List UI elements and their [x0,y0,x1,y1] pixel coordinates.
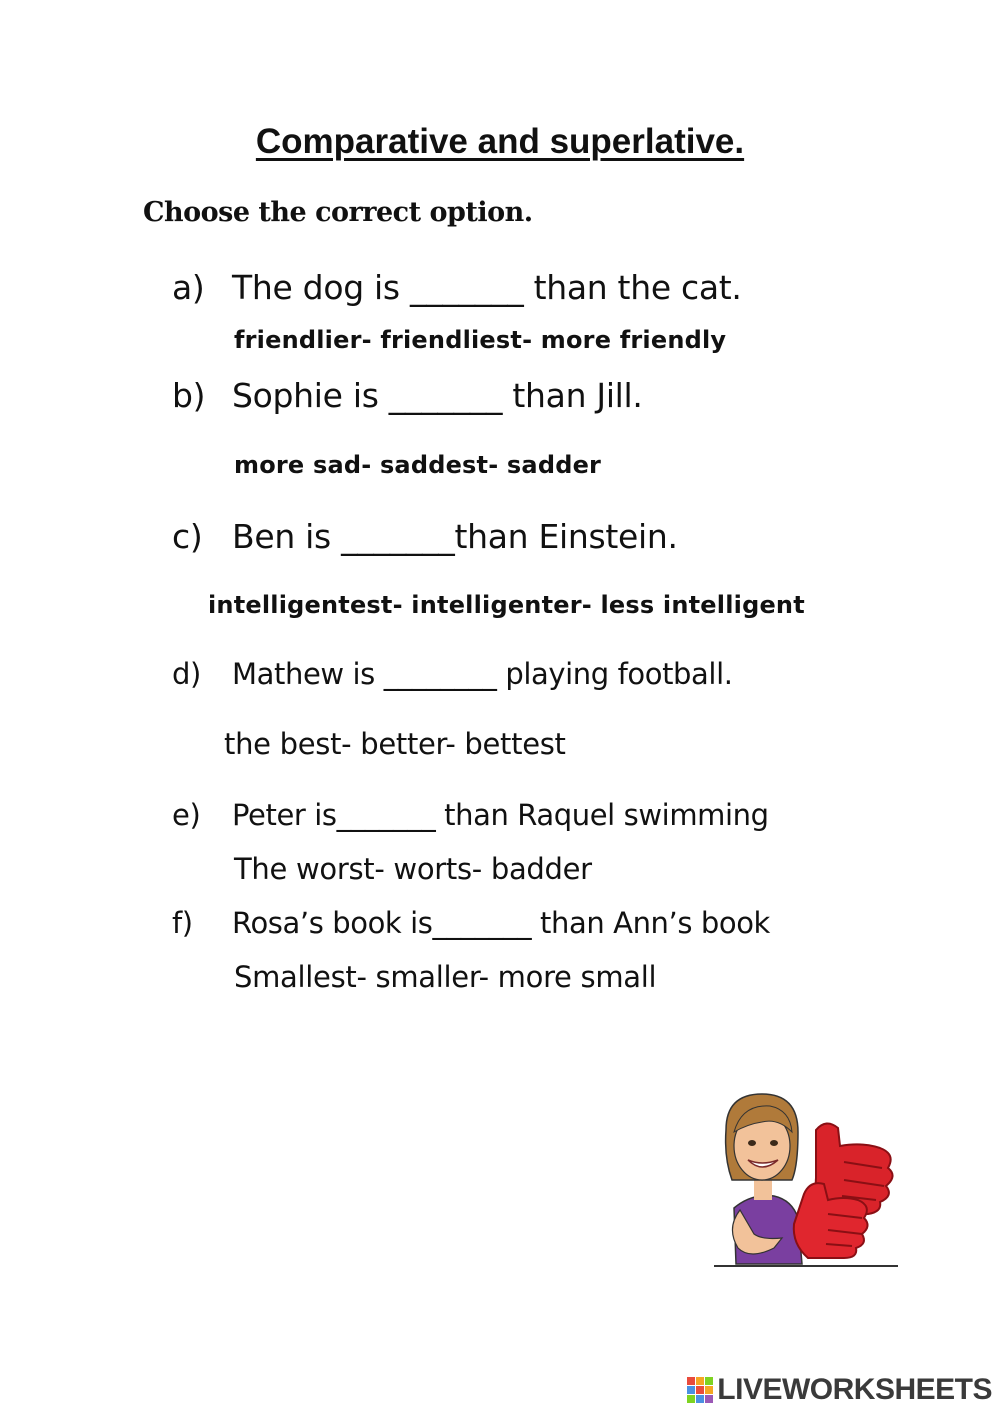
instruction-text: Choose the correct option. [143,197,533,228]
question-a [172,268,742,307]
question-sentence: Peter is_______ than Raquel swimming [232,798,769,832]
question-label: b) [172,376,206,415]
question-sentence: Ben is _______than Einstein. [232,517,678,556]
question-label: c) [172,517,203,556]
question-b [172,376,643,415]
question-e [172,798,769,832]
question-c [172,517,678,556]
options-e: The worst- worts- badder [234,852,592,886]
question-label: f) [172,906,193,940]
avatar-thumbs-up-illustration [712,1088,902,1273]
question-f [172,906,770,940]
question-sentence: Sophie is _______ than Jill. [232,376,643,415]
options-d: the best- better- bettest [224,727,566,761]
question-sentence: The dog is _______ than the cat. [232,268,742,307]
question-d [172,657,733,691]
logo-grid-icon [687,1377,713,1403]
options-c: intelligentest- intelligenter- less intelligent [208,591,805,619]
question-label: d) [172,657,201,691]
options-b: more sad- saddest- sadder [234,451,602,479]
question-label: e) [172,798,201,832]
question-sentence: Rosa’s book is_______ than Ann’s book [232,906,770,940]
logo-text: LIVEWORKSHEETS [717,1373,992,1406]
question-sentence: Mathew is ________ playing football. [232,657,733,691]
question-label: a) [172,268,205,307]
liveworksheets-logo [687,1373,992,1407]
options-f: Smallest- smaller- more small [234,960,657,994]
worksheet-title: Comparative and superlative. [255,122,745,161]
options-a: friendlier- friendliest- more friendly [234,326,727,354]
